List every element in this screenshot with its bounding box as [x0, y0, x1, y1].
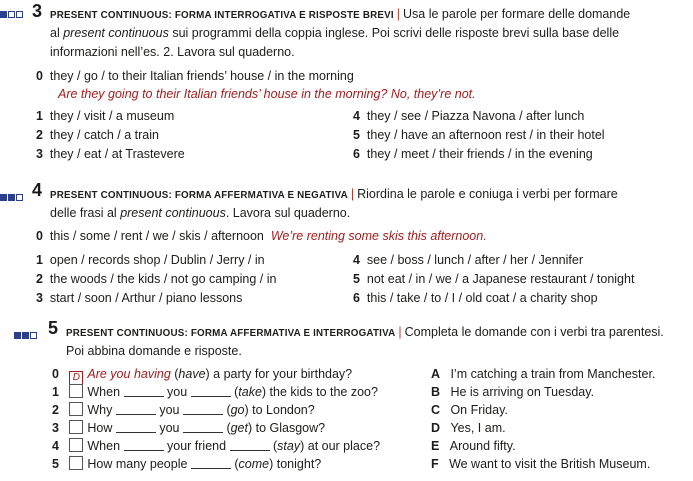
- answer-box[interactable]: [69, 438, 83, 452]
- instruction-line: Completa le domande con i verbi tra parentesi.: [404, 325, 664, 339]
- answer-box[interactable]: D: [69, 371, 83, 385]
- list-item: 4 they / see / Piazza Navona / after lunch: [353, 109, 585, 123]
- instruction-line: Poi abbina domande e risposte.: [66, 344, 242, 358]
- list-item: 3 start / soon / Arthur / piano lessons: [36, 291, 243, 305]
- exercise-header: PRESENT CONTINUOUS: FORMA INTERROGATIVA E RISPOSTE BREVI | Usa le parole per formare delle domande: [50, 7, 631, 21]
- instruction-line: al present continuous sui programmi della coppia inglese. Poi scrivi delle risposte brevi sulla base delle: [50, 26, 620, 40]
- answer-option: C On Friday.: [431, 403, 508, 417]
- answer-option: A I’m catching a train from Manchester.: [431, 367, 656, 381]
- exercise-header: PRESENT CONTINUOUS: FORMA AFFERMATIVA E NEGATIVA | Riordina le parole e coniuga i verbi per formare: [50, 187, 618, 201]
- list-item: 2 they / catch / a train: [36, 128, 159, 142]
- list-item: 3 they / eat / at Trastevere: [36, 147, 185, 161]
- answer-option: E Around fifty.: [431, 439, 516, 453]
- exercise-title: PRESENT CONTINUOUS: FORMA AFFERMATIVA E INTERROGATIVA: [66, 328, 396, 339]
- blank-field[interactable]: [183, 422, 223, 433]
- blank-field[interactable]: [124, 386, 164, 397]
- list-item: 5 not eat / in / we / a Japanese restaurant / tonight: [353, 272, 635, 286]
- answer-option: F We want to visit the British Museum.: [431, 457, 651, 471]
- question-item: 4 When your friend (stay) at our place?: [52, 439, 381, 453]
- instruction-line: delle frasi al present continuous. Lavora sul quaderno.: [50, 206, 351, 220]
- blank-field[interactable]: [230, 440, 270, 451]
- exercise-number: 3: [32, 1, 43, 21]
- question-item: 1 When you (take) the kids to the zoo?: [52, 385, 378, 399]
- exercise-number: 4: [32, 180, 43, 200]
- blank-field[interactable]: [183, 404, 223, 415]
- blank-field[interactable]: [191, 458, 231, 469]
- list-item: 6 they / meet / their friends / in the evening: [353, 147, 593, 161]
- answer-box[interactable]: [69, 402, 83, 416]
- exercise-header: PRESENT CONTINUOUS: FORMA AFFERMATIVA E INTERROGATIVA | Completa le domande con i verbi tra parentesi.: [66, 325, 664, 339]
- instruction-line: Usa le parole per formare delle domande: [403, 7, 631, 21]
- example-answer: We’re renting some skis this afternoon.: [270, 229, 487, 243]
- example-item: 0 they / go / to their Italian friends’ house / in the morning: [36, 69, 354, 83]
- example-item: 0 this / some / rent / we / skis / afternoon We’re renting some skis this afternoon.: [36, 229, 487, 243]
- question-item: 3 How you (get) to Glasgow?: [52, 421, 326, 435]
- instruction-line: informazioni nell’es. 2. Lavora sul quaderno.: [50, 45, 295, 59]
- exercise-title: PRESENT CONTINUOUS: FORMA INTERROGATIVA E RISPOSTE BREVI: [50, 10, 394, 21]
- blank-field[interactable]: [124, 440, 164, 451]
- question-item: 0 D Are you having (have) a party for your birthday?: [52, 367, 353, 383]
- list-item: 2 the woods / the kids / not go camping / in: [36, 272, 277, 286]
- exercise-number: 5: [48, 318, 59, 338]
- question-item: 5 How many people (come) tonight?: [52, 457, 322, 471]
- question-item: 2 Why you (go) to London?: [52, 403, 315, 417]
- list-item: 4 see / boss / lunch / after / her / Jennifer: [353, 253, 583, 267]
- blank-field[interactable]: [191, 386, 231, 397]
- instruction-line: Riordina le parole e coniuga i verbi per formare: [357, 187, 618, 201]
- blank-field[interactable]: [116, 404, 156, 415]
- answer-box[interactable]: [69, 420, 83, 434]
- list-item: 1 open / records shop / Dublin / Jerry / in: [36, 253, 265, 267]
- answer-option: B He is arriving on Tuesday.: [431, 385, 595, 399]
- list-item: 1 they / visit / a museum: [36, 109, 175, 123]
- answer-box[interactable]: [69, 456, 83, 470]
- answer-option: D Yes, I am.: [431, 421, 506, 435]
- exercise-title: PRESENT CONTINUOUS: FORMA AFFERMATIVA E NEGATIVA: [50, 190, 348, 201]
- difficulty-level-icon: [0, 189, 24, 207]
- difficulty-level-icon: [14, 327, 38, 345]
- answer-box[interactable]: [69, 384, 83, 398]
- list-item: 5 they / have an afternoon rest / in their hotel: [353, 128, 605, 142]
- difficulty-level-icon: [0, 6, 24, 24]
- blank-field[interactable]: [116, 422, 156, 433]
- example-answer: Are they going to their Italian friends’ house in the morning? No, they’re not.: [58, 87, 476, 101]
- list-item: 6 this / take / to / I / old coat / a charity shop: [353, 291, 598, 305]
